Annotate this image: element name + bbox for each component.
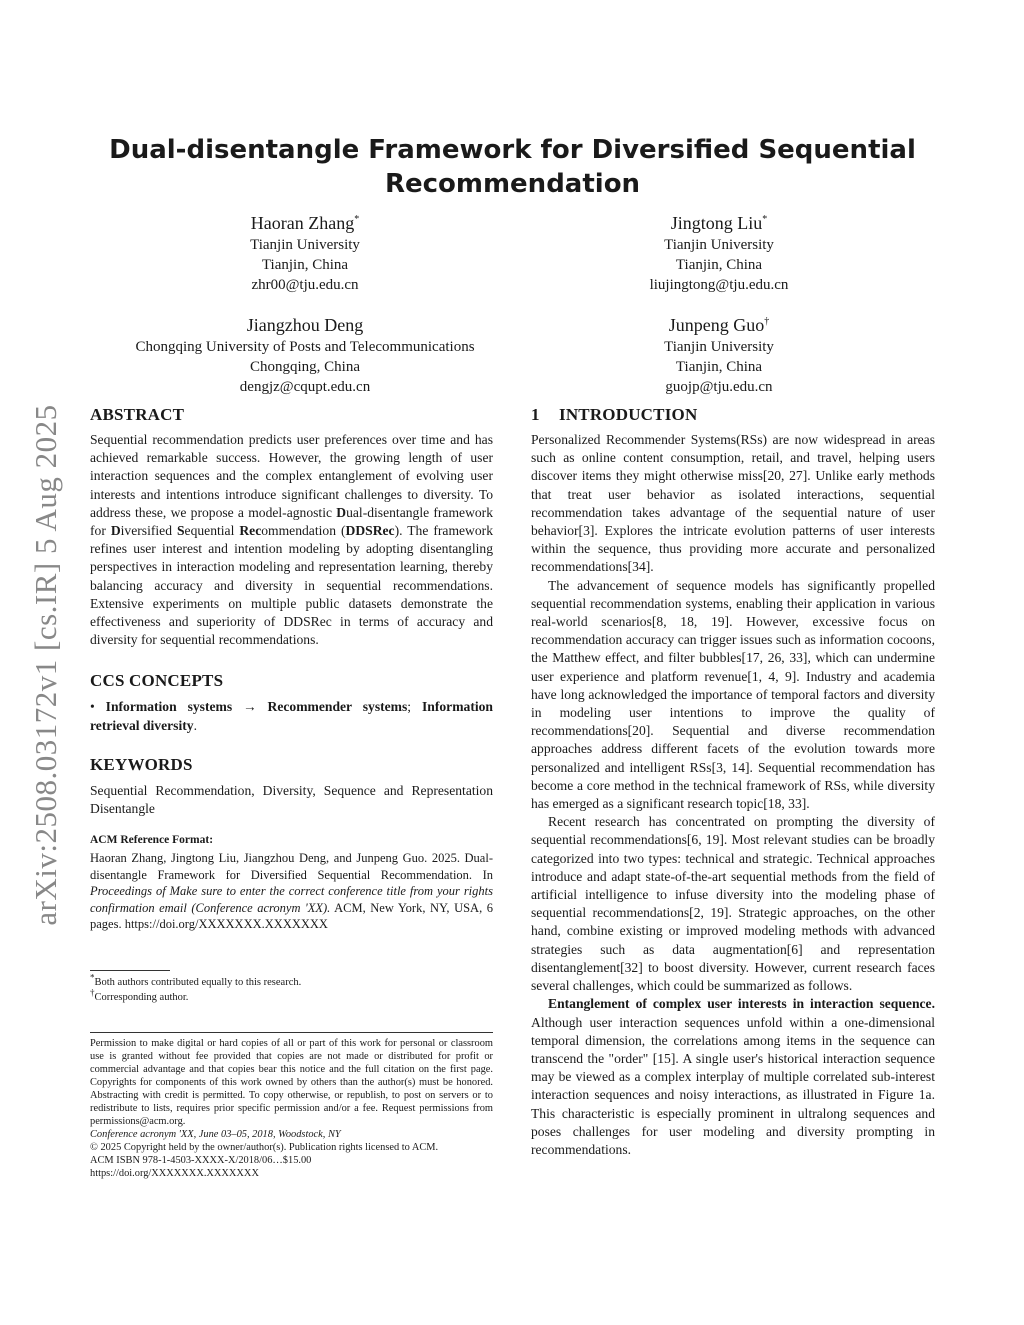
doi-line: https://doi.org/XXXXXXX.XXXXXXX (90, 1168, 259, 1179)
abstract-heading: ABSTRACT (90, 405, 185, 424)
author-name: Jingtong Liu (670, 213, 763, 233)
author-location: Chongqing, China (249, 359, 360, 375)
permission-rule (90, 1032, 493, 1033)
left-column (90, 405, 493, 933)
author-affiliation: Tianjin University (664, 237, 774, 253)
intro-paragraph-4: Entanglement of complex user interests in interaction sequence. Although user interaction sequences unfold within a one-dimensional temporal dimension, the correlations among items in the sequence can transcend the "order" [15]. A single user's historical interaction sequence may be viewed as a complex interplay of multiple correlated sub-interest interaction sequences and noisy interactions, as illustrated in Figure 1a. This characteristic is especially prominent in ultralong sequences and poses challenges for user modeling and diversity prompting in recommendations. (531, 996, 935, 1157)
ccs-heading: CCS CONCEPTS (90, 671, 224, 691)
author-affiliation: Tianjin University (664, 339, 774, 355)
author-affiliation: Tianjin University (250, 237, 360, 253)
acm-reference-heading: ACM Reference Format: (90, 834, 214, 847)
footnote-corresponding-author: †Corresponding author. (90, 987, 189, 1003)
footnote-rule (90, 970, 170, 971)
author-name: Haoran Zhang (250, 213, 355, 233)
footnote-equal-contribution: *Both authors contributed equally to this research. (90, 972, 302, 988)
permission-block (90, 1032, 493, 1180)
right-column (531, 405, 935, 1159)
intro-paragraph-1: Personalized Recommender Systems(RSs) are now widespread in areas such as online content consumption, retail, and travel, helping users discover items they might otherwise miss[20, 27]. Unlike early methods that treat user behavior as isolated interactions, sequential recommendation takes advantage of the sequential nature of user behavior[3]. Explores the intricate evolution patterns of user interests within the sequence, thus providing more accurate and personalized recommendations[34]. (531, 432, 935, 575)
footnotes (90, 970, 493, 1005)
acm-reference-text: Haoran Zhang, Jingtong Liu, Jiangzhou Deng, and Junpeng Guo. 2025. Dual-disentangle Framework for Diversified Sequential Recommendation. In Proceedings of Make sure to enter the correct conference title from your rights confirmation email (Conference acronym 'XX). ACM, New York, NY, USA, 6 pages. https://doi.org/XXXXXXX.XXXXXXX (90, 851, 493, 932)
author-email: guojp@tju.edu.cn (665, 379, 773, 395)
author-block-3 (100, 310, 510, 397)
author-block-1 (200, 208, 410, 295)
keywords-text: Sequential Recommendation, Diversity, Sequence and Representation Disentangle (90, 782, 493, 817)
author-block-4 (600, 310, 838, 397)
author-location: Tianjin, China (261, 257, 349, 273)
author-block-2 (600, 208, 838, 295)
arxiv-identifier-stamp: arXiv:2508.03172v1 [cs.IR] 5 Aug 2025 (28, 404, 63, 926)
author-mark: * (762, 214, 768, 225)
permission-text: Permission to make digital or hard copies of all or part of this work for personal or classroom use is granted without fee provided that copies are not made or distributed for profit or commercial advantage and that copies bear this notice and the full citation on the first page. Copyrights for components of this work owned by others than the author(s) must be honored. Abstracting with credit is permitted. To copy otherwise, or republish, to post on servers or to redistribute to lists, requires prior specific permission and/or a fee. Request permissions from permissions@acm.org. (90, 1038, 493, 1127)
conference-line: Conference acronym 'XX, June 03–05, 2018, Woodstock, NY (90, 1129, 341, 1140)
author-location: Tianjin, China (675, 257, 763, 273)
author-email: dengjz@cqupt.edu.cn (239, 379, 371, 395)
isbn-line: ACM ISBN 978-1-4503-XXXX-X/2018/06…$15.00 (90, 1155, 312, 1166)
author-email: liujingtong@tju.edu.cn (649, 277, 789, 293)
introduction-heading (531, 405, 935, 425)
ccs-concepts-text: • Information systems → Recommender systems; Information retrieval diversity. (90, 699, 493, 733)
author-mark: † (764, 316, 770, 327)
intro-paragraph-2: The advancement of sequence models has significantly propelled sequential recommendation systems, enabling their application in various real-world scenarios[8, 18, 19]. However, excessive focus on recommendation accuracy can trigger issues such as information cocoons, the Matthew effect, and filter bubbles[17, 26, 33], which can undermine user experience and platform revenue[1, 4, 9]. Industry and academia have long acknowledged the importance of temporal factors and diversity in modeling user intentions to improve the quality of recommendations[20]. Sequential and diverse recommendation approaches address different facets of the evolution towards more personalized and intelligent RSs[3, 14]. Sequential recommendation has become a core method in the technical framework of RSs, while diversity has emerged as a significant research topic[18, 33]. (531, 577, 935, 812)
author-email: zhr00@tju.edu.cn (251, 277, 359, 293)
intro-paragraph-3: Recent research has concentrated on prompting the diversity of sequential recommendations[6, 19]. Most relevant studies can be broadly categorized into two types: technical and strategic. Technical approaches introduce and adapt state-of-the-art sequential methods from the field of artificial intelligence to infuse diversity into the modeling phase of sequential recommendations[2, 19]. Strategic approaches, on the other hand, combine existing or improved modeling methods with advanced strategies such as data augmentation[6] and representation disentanglement[32] to boost diversity. However, current research faces several challenges, which could be summarized as follows. (531, 814, 935, 994)
section-number: 1 (531, 405, 540, 424)
author-mark: * (354, 214, 360, 225)
keywords-heading: KEYWORDS (90, 754, 193, 774)
paper-title: Dual-disentangle Framework for Diversified Sequential Recommendation (109, 135, 916, 199)
author-name: Junpeng Guo (668, 315, 765, 335)
author-location: Tianjin, China (675, 359, 763, 375)
author-name: Jiangzhou Deng (246, 315, 364, 335)
section-title: INTRODUCTION (559, 405, 698, 424)
author-affiliation: Chongqing University of Posts and Telecommunications (135, 339, 475, 355)
abstract-text: Sequential recommendation predicts user preferences over time and has achieved remarkable success. However, the growing length of user interaction sequences and the complex entanglement of evolving user interests and intentions introduce significant challenges to diversity. To address these, we propose a model-agnostic Dual-disentangle framework for Diversified Sequential Recommendation (DDSRec). The framework refines user interest and intention modeling by adopting disentangling perspectives in interaction modeling and representation learning, thereby balancing accuracy and diversity in sequential recommendations. Extensive experiments on multiple public datasets demonstrate the effectiveness and superiority of DDSRec in terms of accuracy and diversity for sequential recommendations. (90, 432, 494, 648)
copyright-line: © 2025 Copyright held by the owner/author(s). Publication rights licensed to ACM. (90, 1142, 439, 1153)
